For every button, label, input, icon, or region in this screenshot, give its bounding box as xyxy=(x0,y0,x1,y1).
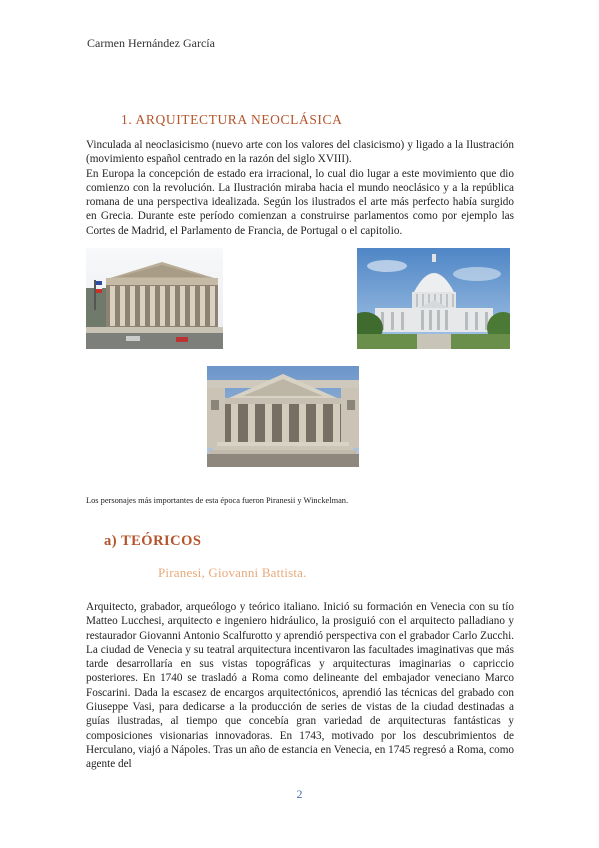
intro-paragraph-2: En Europa la concepción de estado era irracional, lo cual dio lugar a este movimiento que dio comienzo con la revolución. La Ilustración miraba hacia el mundo neoclásico y a la república romana de una perspectiva idealizada. Según los ilustrados el arte más perfecto había surgido en Grecia. Durante este período comienzan a construirse parlamentos como por ejemplo las Cortes de Madrid, el Parlamento de Francia, de Portugal o el capitolio. xyxy=(86,167,514,237)
cortes-madrid-photo xyxy=(207,366,359,467)
photo-caption: Los personajes más importantes de esta época fueron Piranesii y Winckelman. xyxy=(86,496,349,505)
intro-paragraph-1: Vinculada al neoclasicismo (nuevo arte con los valores del clasicismo) y ligado a la Ilustración (movimiento español centrado en la razón del siglo XVIII). xyxy=(86,139,514,166)
parliament-france-photo xyxy=(86,248,223,349)
person-name-heading: Piranesi, Giovanni Battista. xyxy=(158,565,307,580)
intro-text xyxy=(86,138,514,238)
page-number: 2 xyxy=(296,787,303,801)
biography-text xyxy=(86,600,514,772)
biography-paragraph-1: Arquitecto, grabador, arqueólogo y teórico italiano. Inició su formación en Venecia con su tío Matteo Lucchesi, arquitecto e ingeniero hidráulico, la prosiguió con el arquitecto palladiano y restaurador Giovanni Antonio Scalfurotto y aprendió perspectiva con el grabador Carlo Zucchi. La ciudad de Venecia y su teatral arquitectura incentivaron las facultades imaginativas que más tarde desarrollaría en sus vistas topográficas y arquitecturas imaginarias o capriccio posteriores. En 1740 se trasladó a Roma como delineante del embajador veneciano Marco Foscarini. Dada la escasez de encargos arquitectónicos, aprendió las técnicas del grabado con Giuseppe Vasi, para dedicarse a la producción de series de vistas de la ciudad destinadas a guías ilustradas, al tiempo que concebía gran variedad de arquitecturas fantásticas y composiciones visionarias innovadoras. En 1743, motivado por los descubrimientos de Herculano, viajó a Nápoles. Tras un año de estancia en Venecia, en 1745 regresó a Roma, como agente del xyxy=(86,601,514,771)
subsection-title: a) TEÓRICOS xyxy=(104,533,202,549)
capitol-photo xyxy=(357,248,510,349)
header-author: Carmen Hernández García xyxy=(87,36,215,50)
section-title: 1. ARQUITECTURA NEOCLÁSICA xyxy=(121,112,343,127)
